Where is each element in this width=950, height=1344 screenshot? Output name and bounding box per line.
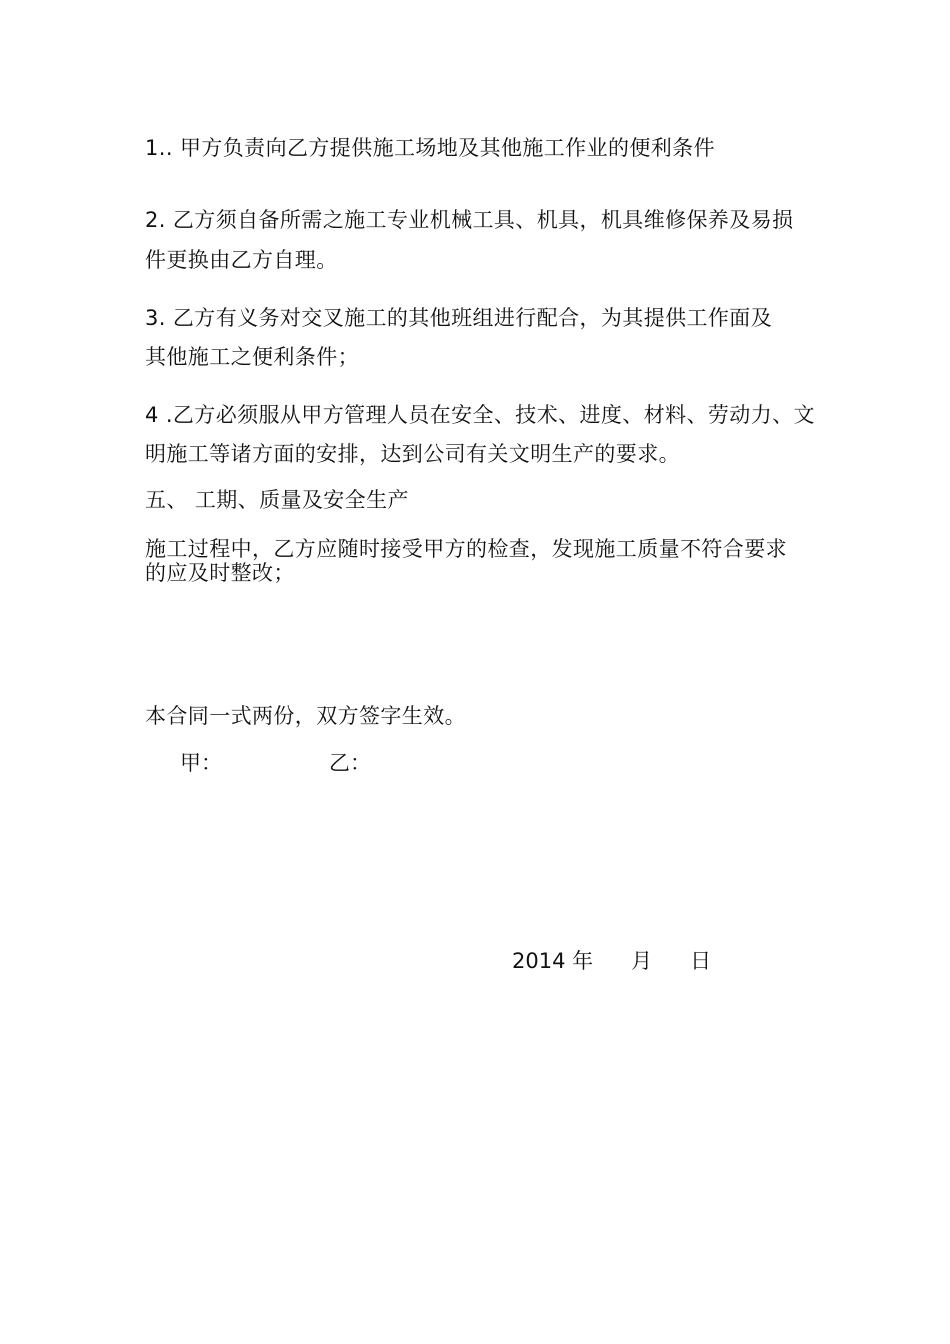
section-heading: 五、 工期、质量及安全生产 (145, 488, 409, 512)
clause-3-line-2: 其他施工之便利条件； (145, 345, 359, 369)
clause-2-line-1: 2. 乙方须自备所需之施工专业机械工具、机具，机具维修保养及易损 (145, 208, 794, 232)
clause-3-line-1: 3. 乙方有义务对交叉施工的其他班组进行配合，为其提供工作面及 (145, 306, 773, 330)
copies-statement: 本合同一式两份，双方签字生效。 (145, 704, 466, 728)
quality-line-1: 施工过程中，乙方应随时接受甲方的检查，发现施工质量不符合要求 (145, 537, 787, 561)
date-day: 日 (690, 949, 712, 973)
party-a-signature-label: 甲： (180, 751, 222, 775)
quality-line-2: 的应及时整改； (145, 561, 295, 585)
date-year: 2014 年 (512, 949, 594, 973)
date-month: 月 (631, 949, 653, 973)
signing-date (512, 949, 711, 973)
clause-4-line-2: 明施工等诸方面的安排，达到公司有关文明生产的要求。 (145, 442, 680, 466)
clause-4-line-1: 4 .乙方必须服从甲方管理人员在安全、技术、进度、材料、劳动力、文 (145, 403, 815, 427)
party-b-signature-label: 乙： (329, 751, 371, 775)
clause-2-line-2: 件更换由乙方自理。 (145, 248, 338, 272)
clause-1-line-1: 1.. 甲方负责向乙方提供施工场地及其他施工作业的便利条件 (145, 136, 715, 160)
